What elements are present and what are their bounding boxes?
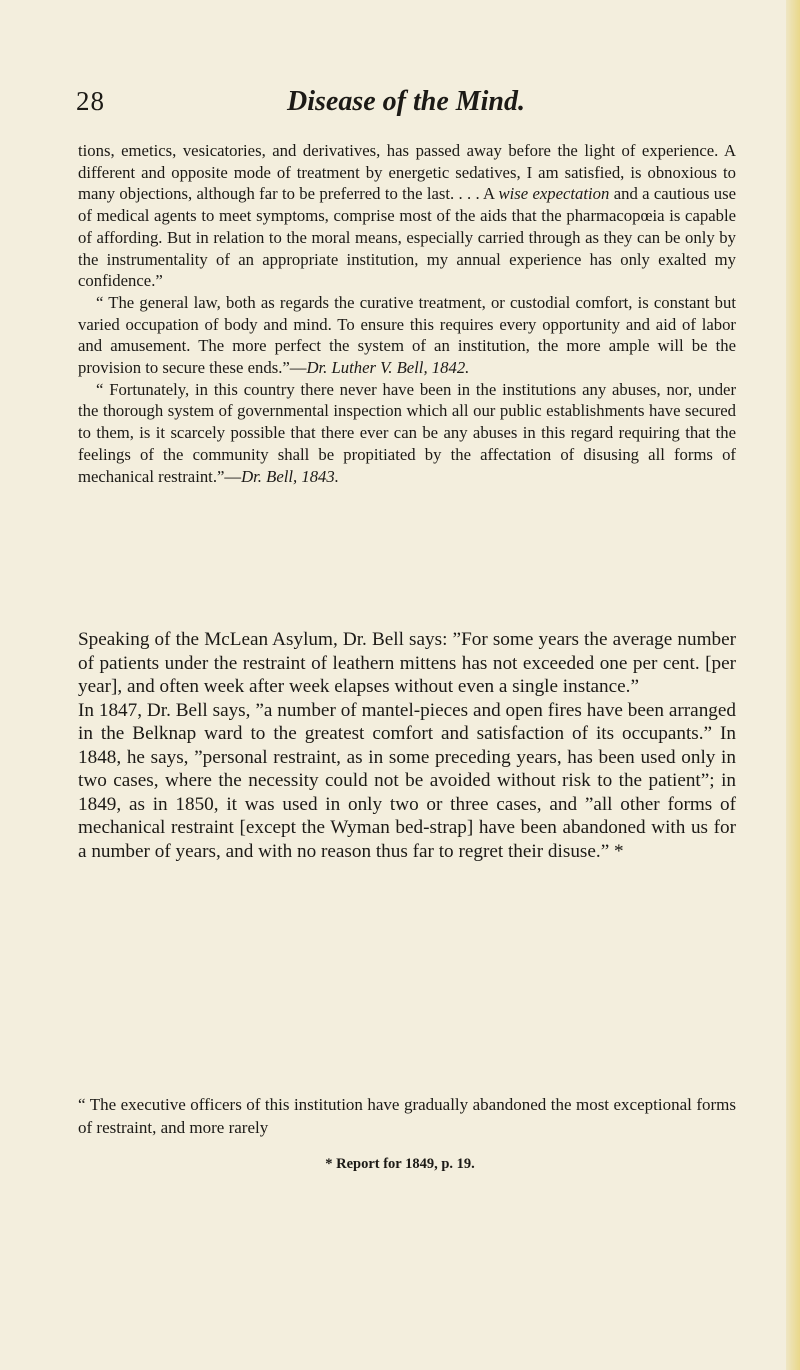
quote-paragraph: tions, emetics, vesicatories, and derivatives, has passed away before the light of experience. A different and opposite mode of treatment by energetic sedatives, I am satisfied, is obnoxious to many objections, although far to be preferred to the last. . . . A wise expectation and a cautious use of medical agents to meet symptoms, comprise most of the aids that the pharmacopœia is capable of affording. But in relation to the moral means, especially carried through as they can be only by the instrumentality of an appropriate institution, my annual experience has only exalted my confidence.” <box>78 141 736 291</box>
body-paragraph: In 1847, Dr. Bell says, ”a number of mantel-pieces and open fires have been arranged in the Belknap ward to the greatest comfort and satisfaction of its occupants.” In 1848, he says, ”personal restraint, as in some preceding years, has been used only in two cases, where the necessity could not be avoided without risk to the patient”; in 1849, as in 1850, it was used in only two or three cases, and ”all other forms of mechanical restraint [except the Wyman bed-strap] have been abandoned with us for a number of years, and with no reason thus far to regret their disuse.” * <box>78 699 736 862</box>
citation: Dr. Bell, 1843. <box>241 466 339 486</box>
page-number: 28 <box>76 86 105 116</box>
emphasis: wise expectation <box>498 184 610 204</box>
quote-paragraph: “ Fortunately, in this country there never have been in the institutions any abuses, nor, under the thorough system of governmental inspection which all our public establishments have secured to them, is it scarcely possible that there ever can be any abuses in this regard requiring that the feelings of the community shall be propitiated by the affectation of disusing all forms of mechanical restraint.”—Dr. Bell, 1843. <box>78 379 736 486</box>
page-header <box>76 86 736 120</box>
quote-paragraph: “ The general law, both as regards the curative treatment, or custodial comfort, is constant but varied occupation of body and mind. To ensure this requires every opportunity and aid of labor and amusement. The more perfect the system of an institution, the more ample will be the provision to secure these ends.”—Dr. Luther V. Bell, 1842. <box>78 292 736 378</box>
closing-paragraph: “ The executive officers of this institution have gradually abandoned the most exceptional forms of restraint, and more rarely <box>78 1095 736 1137</box>
body-paragraph: Speaking of the McLean Asylum, Dr. Bell says: ”For some years the average number of patients under the restraint of leathern mittens has not exceeded one per cent. [per year], and often week after week elapses without even a single instance.” <box>78 629 736 697</box>
running-title: Disease of the Mind. <box>287 86 525 117</box>
body-text <box>78 628 736 863</box>
quoted-passages <box>78 140 736 487</box>
citation: Dr. Luther V. Bell, 1842. <box>306 358 470 378</box>
footnote: * Report for 1849, p. 19. <box>325 1156 475 1172</box>
closing-quote <box>78 1093 736 1139</box>
